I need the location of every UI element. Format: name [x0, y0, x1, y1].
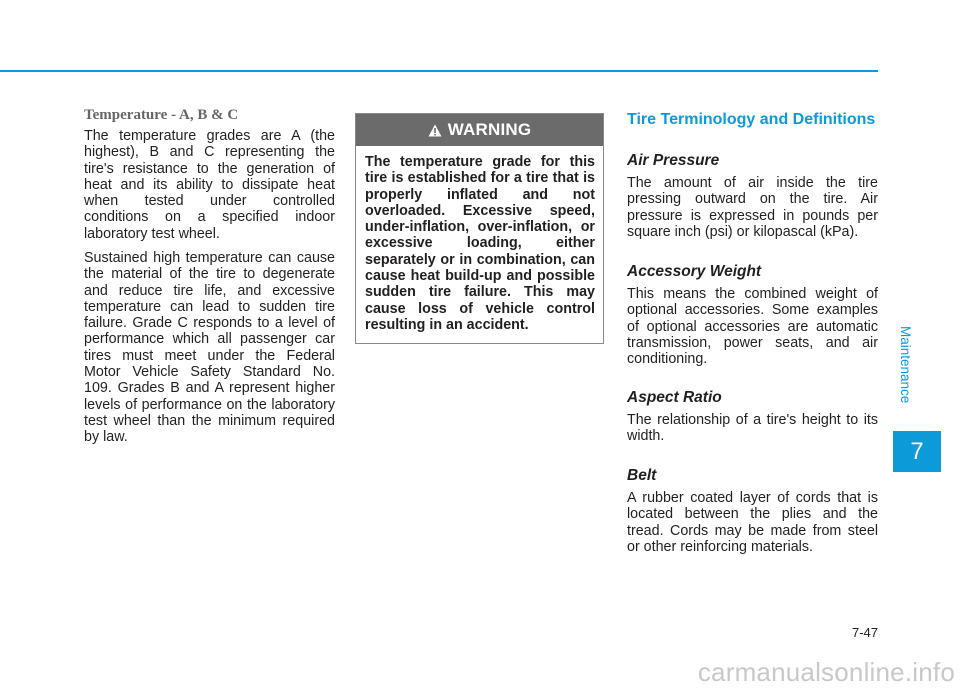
header-rule: [0, 70, 878, 72]
temperature-paragraph-2: Sustained high temperature can cause the material of the tire to degenerate and reduce tire life, and excessive temperature can lead to sudden tire failure. Grade C responds to a level of performance which all passenger car tires must meet under the Federal Motor Vehicle Safety Standard No. 109. Grades B and A represent higher levels of performance on the laboratory test wheel than the minimum required by law.: [84, 250, 335, 446]
temperature-heading: Temperature - A, B & C: [84, 107, 239, 123]
warning-label: WARNING: [447, 120, 532, 139]
chapter-number-tab: 7: [893, 431, 941, 472]
warning-header: [356, 114, 603, 146]
term-title-aspect-ratio: Aspect Ratio: [627, 389, 722, 406]
warning-text: The temperature grade for this tire is established for a tire that is properly inflated and not overloaded. Excessive speed, under-inflation, over-inflation, or excessive loading, either separately or in combination, can cause heat build-up and possible sudden tire failure. This may cause loss of vehicle control resulting in an accident.: [365, 154, 595, 333]
term-body-accessory-weight: This means the combined weight of optional accessories. Some examples of optional accessories are automatic transmission, power seats, and air conditioning.: [627, 286, 878, 368]
warning-box: [355, 113, 604, 344]
term-body-belt: A rubber coated layer of cords that is located between the plies and the tread. Cords may be made from steel or other reinforcing materials.: [627, 490, 878, 555]
term-body-air-pressure: The amount of air inside the tire pressing outward on the tire. Air pressure is expressed in pounds per square inch (psi) or kilopascal (kPa).: [627, 175, 878, 240]
section-title: Tire Terminology and Definitions: [627, 111, 876, 128]
term-title-belt: Belt: [627, 467, 657, 484]
page-number: 7-47: [851, 625, 878, 640]
term-body-aspect-ratio: The relationship of a tire's height to its width.: [627, 412, 878, 445]
warning-triangle-icon: [428, 124, 442, 137]
chapter-side-label: Maintenance: [898, 326, 913, 404]
term-title-accessory-weight: Accessory Weight: [627, 263, 762, 280]
temperature-paragraph-1: The temperature grades are A (the highest), B and C representing the tire's resistance to the generation of heat and its ability to dissipate heat when tested under controlled conditions on a specified indoor laboratory test wheel.: [84, 128, 335, 242]
term-title-air-pressure: Air Pressure: [627, 152, 720, 169]
watermark: carmanualsonline.info: [697, 657, 955, 687]
